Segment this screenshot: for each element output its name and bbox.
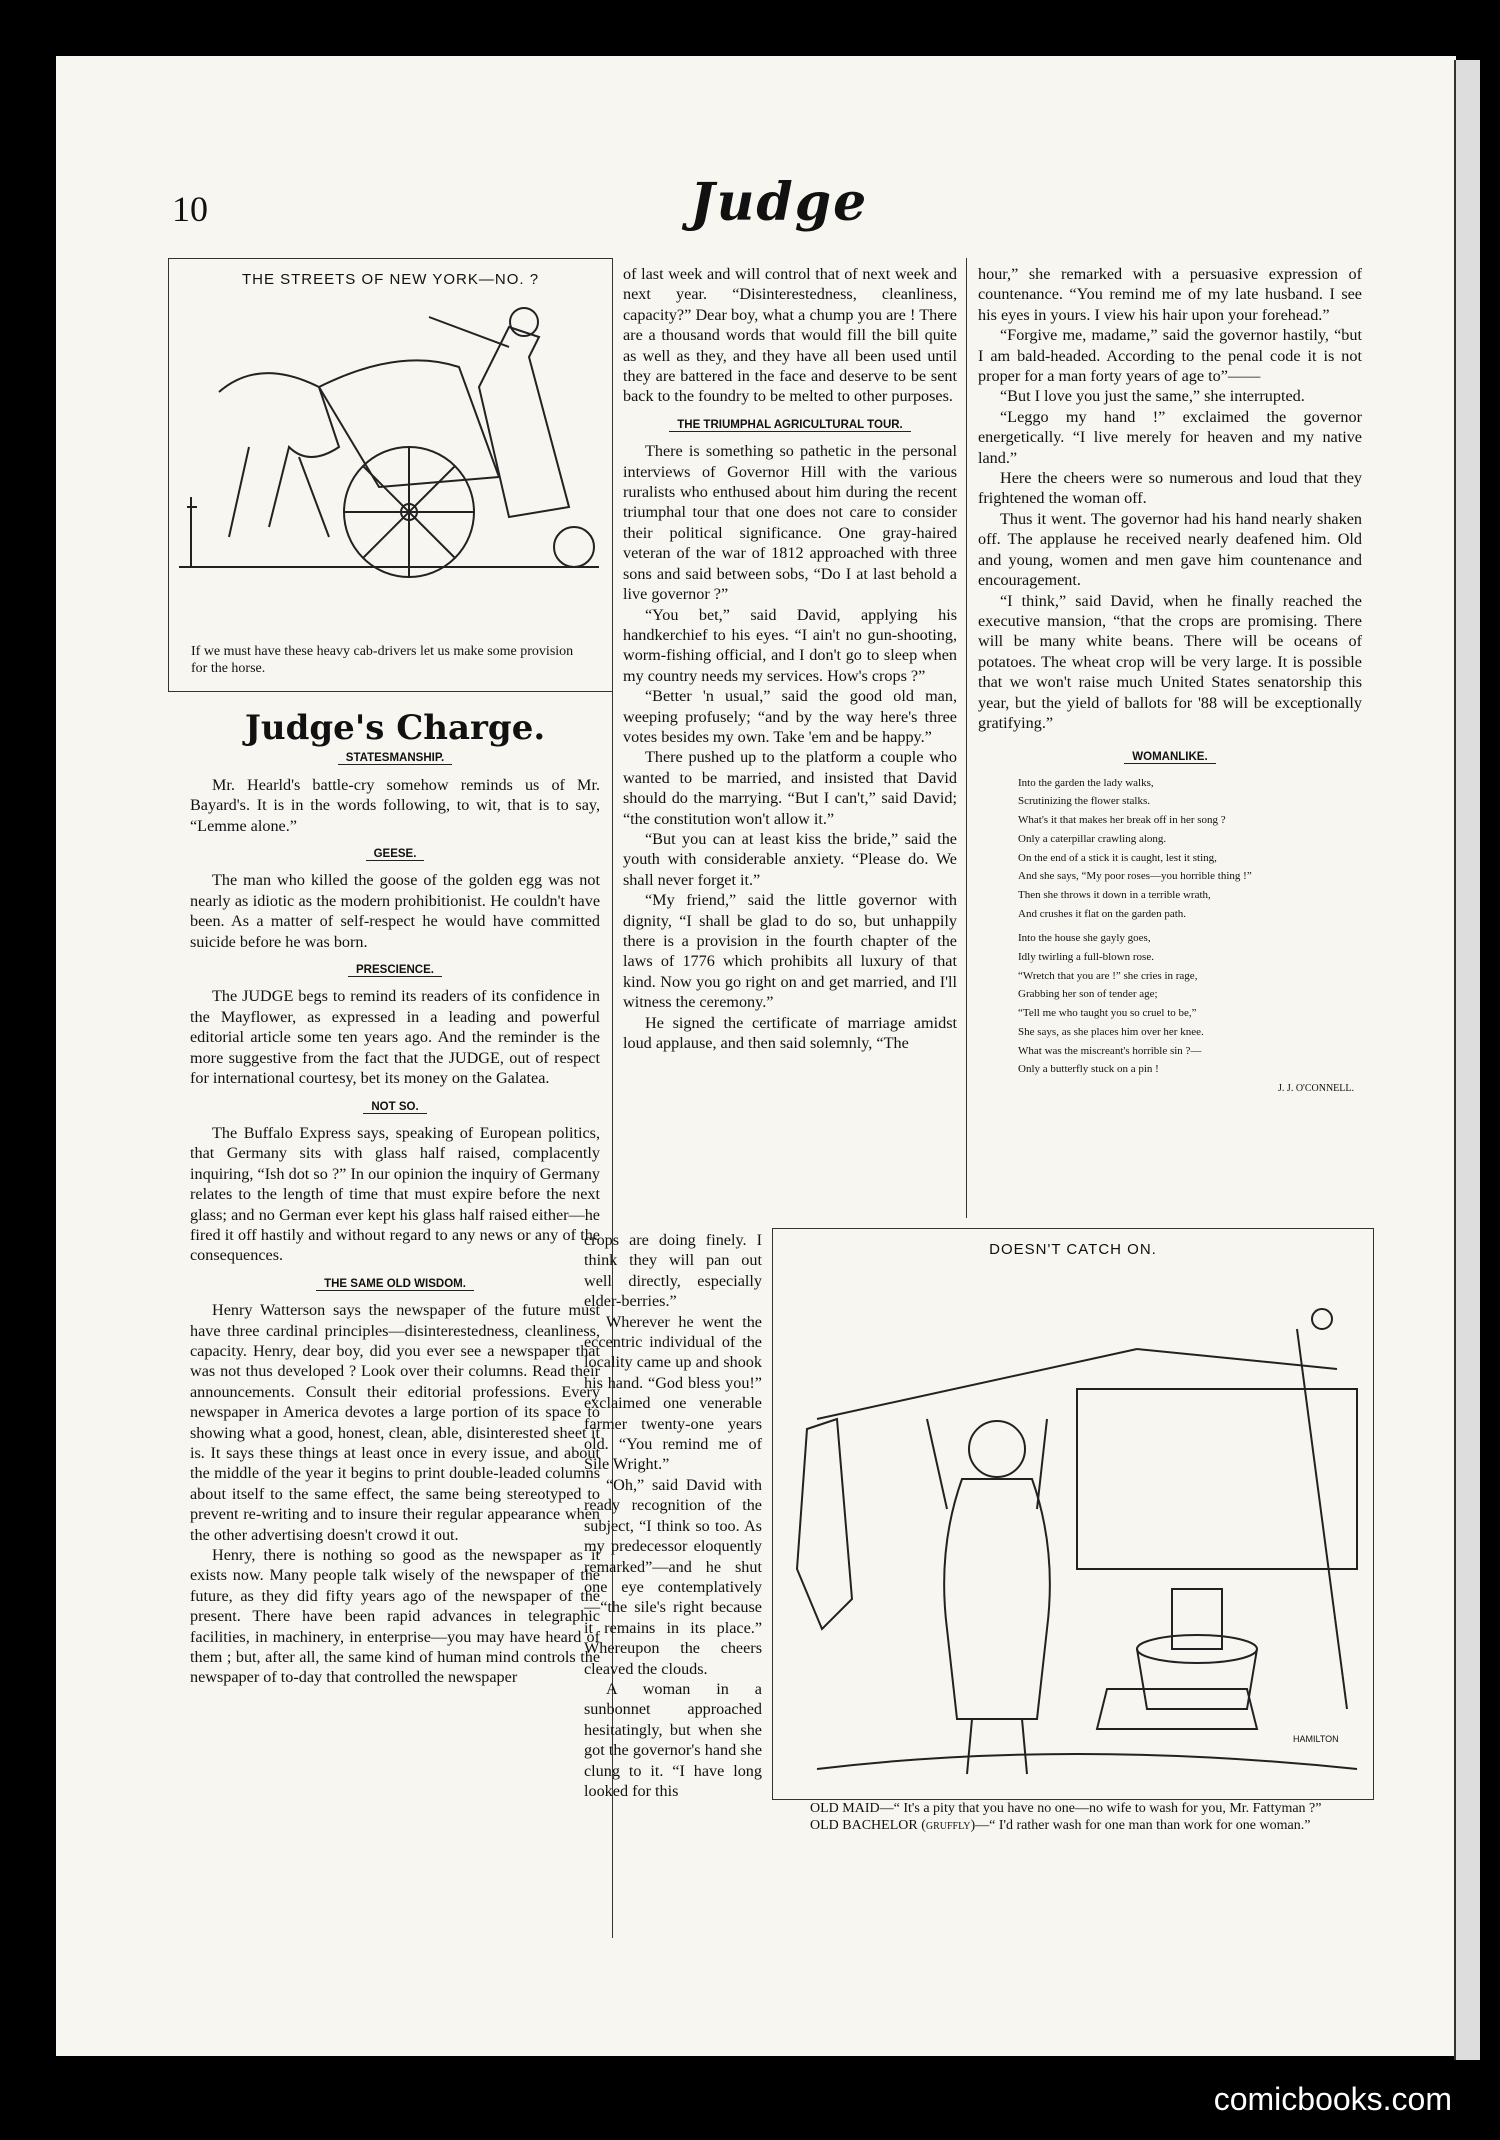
poem-womanlike [978,774,1362,1079]
section-title-text: NOT SO. [363,1101,426,1114]
middle-narrow-column [584,1230,762,1801]
left-sections [190,748,600,1687]
paragraph: The JUDGE begs to remind its readers of its confidence in the Mayflower, as expressed in a leading and powerful editorial article some ten years ago. And the reminder is the more suggestive from the fact that the JUDGE, out of respect for international courtesy, bet its money on the Galatea. [190,987,600,1088]
paragraph: “I think,” said David, when he finally reached the executive mansion, “that the crops are promising. There will be many white beans. There will be oceans of potatoes. The wheat crop will be very large. It is possible that we won't raise much United States senatorship this year, but the yield of ballots for '88 will be exceptionally gratifying.” [978,591,1362,732]
section-title [190,844,600,864]
section-title [190,1097,600,1117]
middle-lead-paragraph: of last week and will control that of next week and next year. “Disinterestedness, cleanliness, capacity?” Dear boy, what a chump you are ! There are a thousand words that would fill the bill quite as well as they, and they have all been used until they are battered in the face and deserve to be sent back to the foundry to be melted to other purposes. [623,265,957,406]
old-bachelor-line: —“ I'd rather wash for one man than work for one woman.” [975,1818,1311,1833]
poem-line: And crushes it flat on the garden path. [1018,907,1187,920]
paragraph: Thus it went. The governor had his hand nearly shaken off. The applause he received nearly deafened him. Old and young, women and men gave him countenance and encouragement. [978,509,1362,590]
paragraph: hour,” she remarked with a persuasive expression of countenance. “You remind me of my late husband. I see his eyes in yours. I view his hair upon your forehead.” [978,265,1362,324]
middle-paragraphs [623,441,957,1053]
paragraph: “But you can at least kiss the bride,” said the youth with considerable anxiety. “Please do. We shall never forget it.” [623,829,957,889]
watermark: comicbooks.com [1213,2081,1452,2117]
paragraph: The Buffalo Express says, speaking of European politics, that Germany sits with glass half raised, complacently inquiring, “Ish dot so ?” In our opinion the inquiry of Germany relates to the length of time that must expire before the next glass; and no German ever kept his glass half raised either—he fired it off hastily and without regard to any news or any of the consequences. [190,1123,600,1265]
poem-line: She says, as she places him over her knee. [1018,1025,1204,1038]
paragraph: “Oh,” said David with ready recognition of the subject, “I think so too. As my predecessor eloquently remarked”—and he shut one eye contemplatively—“the sile's right because it remains in its place.” Whereupon the cheers cleaved the clouds. [584,1475,762,1678]
right-paragraphs [978,264,1362,733]
cartoon-streets-of-new-york [168,258,613,692]
paragraph: “My friend,” said the little governor with dignity, “I shall be glad to do so, but unhappily there is a provision in the fourth chapter of the laws of 1776 which prohibits all luxury of that kind. Now you go right on and get married, and I'll witness the ceremony.” [623,891,957,1012]
poem-signature: J. J. O'CONNELL. [1278,1083,1354,1094]
poem-line: What was the miscreant's horrible sin ?— [1018,1044,1202,1057]
section-title-text: STATESMANSHIP. [338,752,452,765]
laundry-illustration [777,1269,1367,1789]
paragraph: “Better 'n usual,” said the good old man, weeping profusely; “and by the way here's three votes besides my own. Take 'em and be happy.” [623,687,957,746]
poem-line: Idly twirling a full-blown rose. [1018,951,1154,964]
poem-line: On the end of a stick it is caught, lest it sting, [1018,851,1217,864]
speaker-old-bachelor: OLD BACHELOR (gruffly) [810,1818,976,1833]
section-title-text: PRESCIENCE. [348,964,442,977]
section-title: THE TRIUMPHAL AGRICULTURAL TOUR. [623,415,957,435]
cab-driver-illustration [179,297,599,597]
paragraph: Mr. Hearld's battle-cry somehow reminds us of Mr. Bayard's. It is in the words following, to wit, that is to say, “Lemme alone.” [190,775,600,835]
cartoon-title: DOESN'T CATCH ON. [989,1241,1157,1258]
poem-title: WOMANLIKE. [978,747,1362,767]
poem-line: What's it that makes her break off in her song ? [1018,814,1226,827]
cartoon-title: THE STREETS OF NEW YORK—NO. ? [241,271,540,288]
section-title [190,1274,600,1294]
artist-signature: HAMILTON [1293,1734,1339,1744]
poem-line: Only a butterfly stuck on a pin ! [1018,1063,1159,1076]
cartoon2-caption [775,1800,1371,1834]
cartoon-caption: If we must have these heavy cab-drivers let us make some provision for the horse. [191,644,574,676]
judges-charge-heading: Judge's Charge. [244,708,546,748]
right-column [978,264,1362,1099]
page-number: 10 [172,189,208,229]
paragraph: There is something so pathetic in the personal interviews of Governor Hill with the various ruralists who enthused about him during the recent triumphal tour that one does not care to consider their political significance. One gray-haired veteran of the war of 1812 approached with three sons and said between sobs, “Do I at last behold a live governor ?” [623,442,957,604]
paragraph: Wherever he went the eccentric individual of the locality came up and shook his hand. “God bless you!” exclaimed one venerable farmer twenty-one years old. “You remind me of Sile Wright.” [584,1312,762,1474]
poem-line: “Wretch that you are !” she cries in rage, [1018,969,1198,982]
poem-line: Only a caterpillar crawling along. [1018,832,1167,845]
poem-line: Into the house she gayly goes, [1018,932,1151,945]
paragraph: There pushed up to the platform a couple who wanted to be married, and insisted that David should do the marrying. “But I can't,” said David; “the constitution won't allow it.” [623,748,957,828]
poem-line: “Tell me who taught you so cruel to be,” [1018,1007,1197,1020]
paragraph: The man who killed the goose of the golden egg was not nearly as idiotic as the modern prohibitionist. He couldn't have been. As a matter of self-respect he would have committed suicide before he was born. [190,871,600,951]
poem-line: Then she throws it down in a terrible wrath, [1018,888,1211,901]
paragraph: Henry, there is nothing so good as the newspaper as it exists now. Many people talk wisely of the newspaper of the future, as they did fifty years ago of the newspaper of the present. There have been rapid advances in telegraphic facilities, in machinery, in enterprise—you may have heard of them ; but, after all, the same kind of human mind controls the newspaper of to-day that controlled the newspaper [190,1546,600,1687]
middle-column [623,264,957,1053]
column-rule-2 [966,258,967,1218]
paragraph: “You bet,” said David, applying his handkerchief to his eyes. “I ain't no gun-shooting, worm-fishing official, and I don't go to sleep when my country needs my services. How's crops ?” [623,605,957,685]
old-maid-line: —“ It's a pity that you have no one—no wife to wash for you, Mr. Fattyman ?” [879,1801,1322,1816]
section-title [190,960,600,980]
poem-line: Grabbing her son of tender age; [1018,988,1158,1001]
speaker-old-maid: OLD MAID [810,1801,880,1816]
section-title-text: GEESE. [366,848,425,861]
narrow-paragraphs [584,1230,762,1801]
paragraph: “Forgive me, madame,” said the governor hastily, “but I am bald-headed. According to the penal code it is not proper for a man forty years of age to”—— [978,326,1362,386]
left-column [190,708,600,1688]
poem-line: Scrutinizing the flower stalks. [1018,795,1150,808]
paragraph: A woman in a sunbonnet approached hesitatingly, but when she got the governor's hand she clung to it. “I have long looked for this [584,1679,762,1800]
poem-line: Into the garden the lady walks, [1018,776,1154,789]
page-binding [1454,60,1480,2060]
paragraph: “Leggo my hand !” exclaimed the governor energetically. “I live merely for heaven and my native land.” [978,407,1362,467]
section-title-text: THE SAME OLD WISDOM. [316,1278,474,1291]
paragraph: “But I love you just the same,” she interrupted. [1000,387,1305,406]
paragraph: Henry Watterson says the newspaper of the future must have three cardinal principles—disinterestedness, cleanliness, capacity. Henry, dear boy, did you ever see a newspaper that was not thus developed ? Look over their columns. Read their announcements. Consult their editorial professions. Every newspaper in America devotes a large portion of its space to showing what a good, honest, clean, able, disinterested sheet it is. It says these things at least once in every issue, and about the middle of the year it begins to print double-leaded columns about itself to the same effect, the same being stereotyped to prevent re-writing and to insure their regular appearance when the other advertising doesn't crowd it out. [190,1301,600,1544]
paragraph: crops are doing finely. I think they will pan out well directly, especially elder-berries.” [584,1231,762,1311]
poem-line: And she says, “My poor roses—you horrible thing !” [1018,870,1252,883]
masthead: Judge [690,172,869,233]
paragraph: Here the cheers were so numerous and loud that they frightened the woman off. [978,469,1362,508]
section-title [190,748,600,768]
paragraph: He signed the certificate of marriage amidst loud applause, and then said solemnly, “The [623,1013,957,1053]
cartoon-doesnt-catch-on [772,1228,1374,1800]
